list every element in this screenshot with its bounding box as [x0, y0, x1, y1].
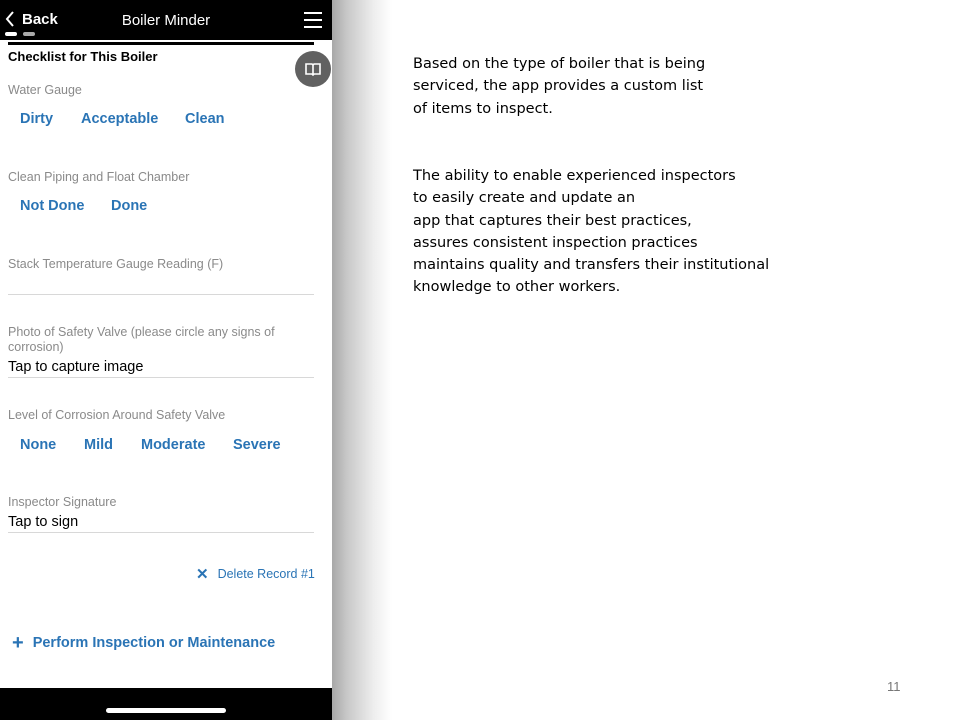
stack-temp-label: Stack Temperature Gauge Reading (F)	[8, 257, 224, 271]
piping-label: Clean Piping and Float Chamber	[8, 170, 190, 184]
corrosion-options	[20, 437, 281, 453]
open-book-icon	[305, 62, 321, 76]
delete-record-label: Delete Record #1	[217, 567, 315, 581]
option-dirty[interactable]: Dirty	[20, 111, 54, 127]
signature-field[interactable]: Tap to sign	[8, 514, 314, 533]
option-mild[interactable]: Mild	[84, 437, 113, 453]
piping-options	[20, 198, 147, 214]
perform-inspection-button[interactable]	[12, 632, 276, 654]
option-clean[interactable]: Clean	[185, 111, 225, 127]
page-number: 11	[887, 679, 901, 694]
page-title: Checklist for This Boiler	[8, 49, 158, 64]
option-moderate[interactable]: Moderate	[141, 437, 206, 453]
photo-label: Photo of Safety Valve (please circle any signs of corrosion)	[8, 325, 275, 354]
option-done[interactable]: Done	[111, 198, 148, 214]
phone-shadow	[332, 0, 392, 720]
description-paragraph-2: The ability to enable experienced inspectors to easily create and update an app that captures their best practices, assures consistent inspection practices maintains quality and transfers their institutional knowledge to other workers.	[413, 168, 770, 296]
app-title: Boiler Minder	[121, 12, 211, 29]
corrosion-label: Level of Corrosion Around Safety Valve	[8, 408, 226, 422]
photo-capture-field[interactable]: Tap to capture image	[8, 359, 314, 378]
water-gauge-options	[20, 111, 225, 127]
water-gauge-label: Water Gauge	[8, 83, 82, 97]
app-header	[0, 0, 332, 40]
delete-record-button[interactable]	[196, 565, 315, 583]
perform-inspection-label: Perform Inspection or Maintenance	[32, 635, 276, 651]
description-paragraph-1: Based on the type of boiler that is being serviced, the app provides a custom list of items to inspect.	[413, 56, 706, 117]
back-label: Back	[22, 10, 58, 28]
signature-label: Inspector Signature	[8, 495, 117, 509]
hamburger-menu-icon[interactable]	[304, 12, 322, 28]
tab-indicator	[5, 32, 35, 36]
option-not-done[interactable]: Not Done	[20, 198, 85, 214]
home-indicator[interactable]	[106, 708, 226, 713]
option-severe[interactable]: Severe	[233, 437, 281, 453]
stack-temp-input[interactable]	[8, 276, 314, 295]
divider	[8, 42, 314, 45]
option-none[interactable]: None	[20, 437, 57, 453]
phone-screen	[0, 0, 332, 720]
plus-icon: +	[12, 632, 24, 654]
bottom-bar	[0, 688, 332, 720]
option-acceptable[interactable]: Acceptable	[81, 111, 159, 127]
close-icon: ✕	[196, 566, 209, 583]
book-button[interactable]	[295, 51, 331, 87]
